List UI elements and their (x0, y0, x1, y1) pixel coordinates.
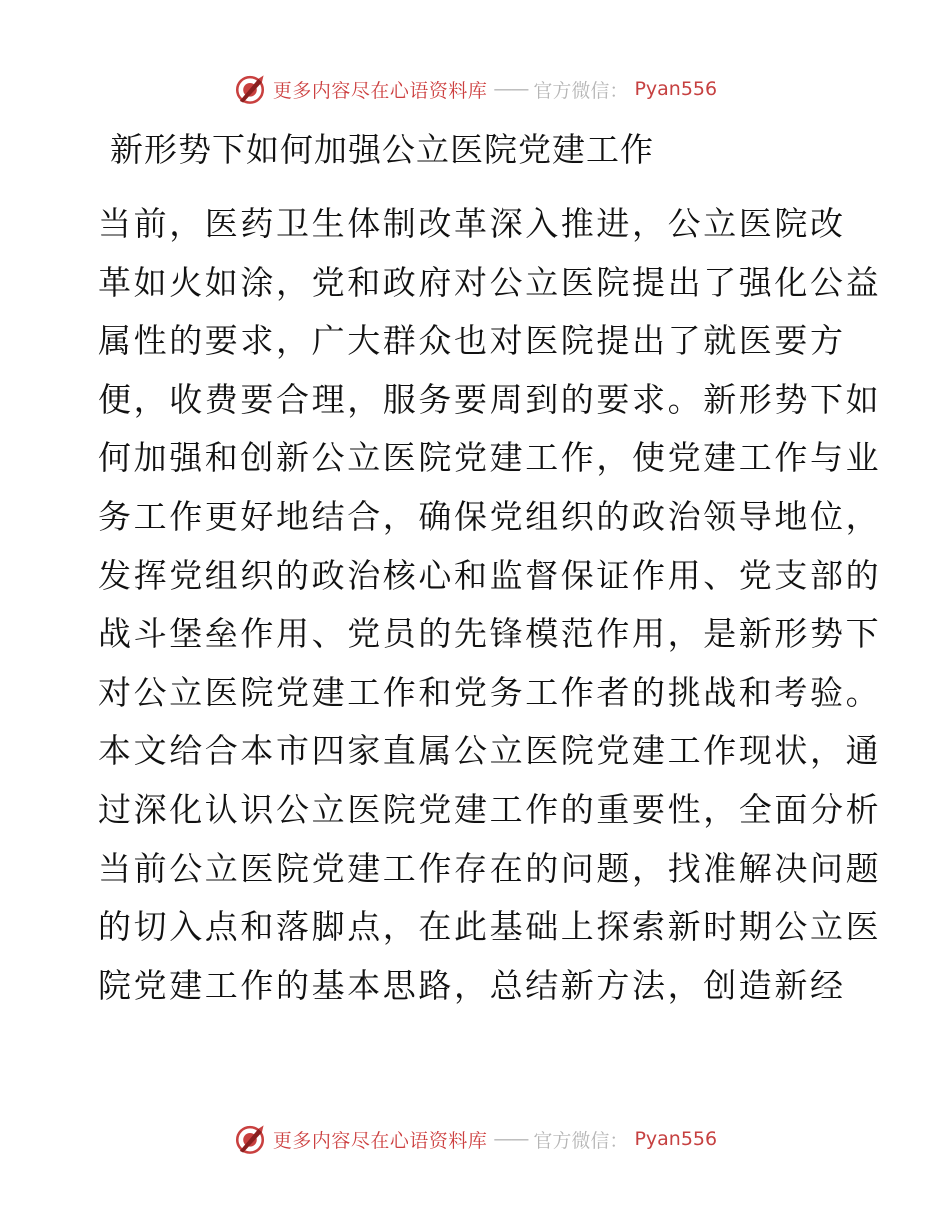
body-line: 院党建工作的基本思路，总结新方法，创造新经 (98, 965, 846, 1005)
body-line: 本文给合本市四家直属公立医院党建工作现状，通 (98, 731, 882, 771)
body-line: 当前公立医院党建工作存在的问题，找准解决问题 (98, 848, 882, 888)
header-official-label: 官方微信： (533, 79, 629, 102)
body-line: 务工作更好地结合，确保党组织的政治领导地位， (98, 496, 882, 536)
document-title: 新形势下如何加强公立医院党建工作 (110, 130, 654, 169)
body-line: 的切入点和落脚点，在此基础上探索新时期公立医 (98, 907, 882, 947)
document-body (98, 195, 882, 1015)
footer-separator: —— (493, 1128, 528, 1150)
body-line: 何加强和创新公立医院党建工作，使党建工作与业 (98, 438, 882, 478)
header-banner (0, 72, 950, 106)
body-line: 当前，医药卫生体制改革深入推进，公立医院改 (98, 204, 846, 243)
footer-official-label: 官方微信： (533, 1129, 629, 1152)
footer-brand-text: 更多内容尽在心语资料库 (272, 1129, 488, 1152)
footer-banner (0, 1122, 950, 1156)
body-line: 过深化认识公立医院党建工作的重要性，全面分析 (98, 789, 882, 829)
header-wechat-id: Pyan556 (634, 78, 718, 100)
pen-logo-icon (233, 72, 267, 106)
pen-logo-icon (233, 1122, 267, 1156)
body-line: 属性的要求，广大群众也对医院提出了就医要方 (98, 321, 846, 361)
header-brand-text: 更多内容尽在心语资料库 (272, 79, 488, 102)
header-separator: —— (493, 78, 528, 100)
body-line: 革如火如涂，党和政府对公立医院提出了强化公益 (98, 262, 882, 302)
body-line: 战斗堡垒作用、党员的先锋模范作用，是新形势下 (98, 614, 882, 654)
body-line: 发挥党组织的政治核心和监督保证作用、党支部的 (98, 555, 882, 595)
body-line: 便，收费要合理，服务要周到的要求。新形势下如 (98, 379, 882, 419)
footer-wechat-id: Pyan556 (634, 1128, 718, 1150)
body-line: 对公立医院党建工作和党务工作者的挑战和考验。 (98, 672, 882, 712)
